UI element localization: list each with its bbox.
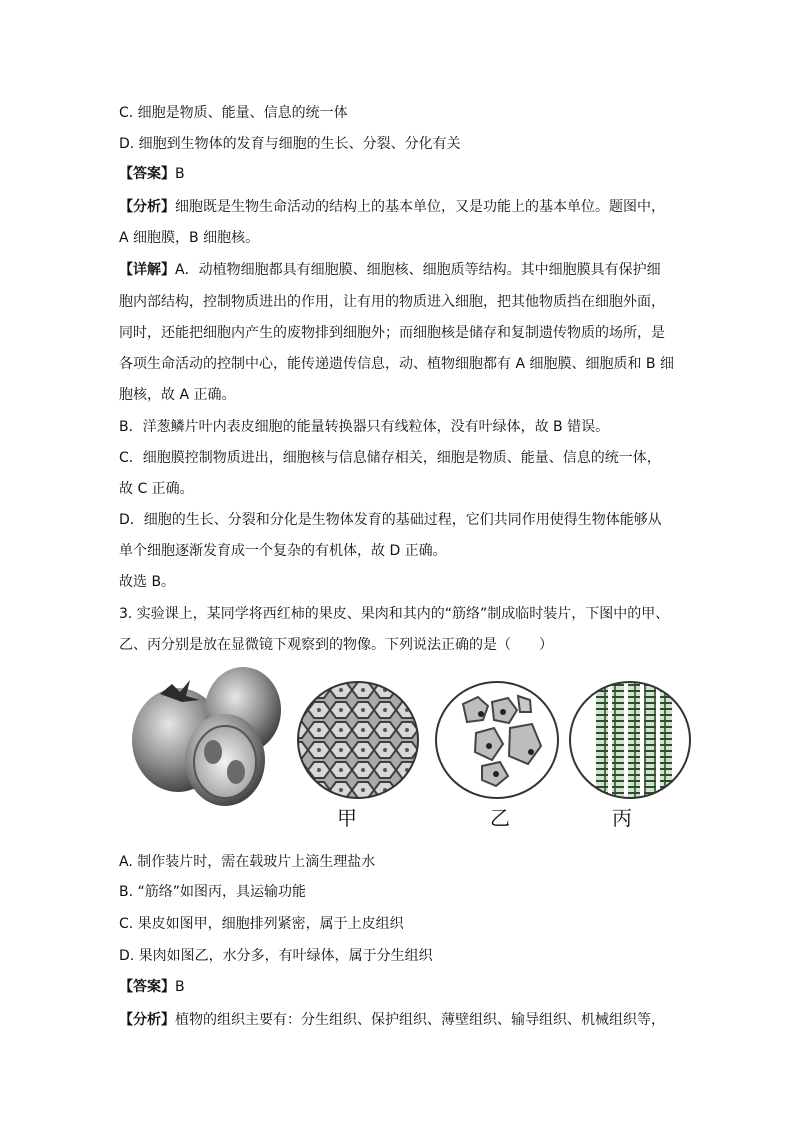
vessel-strand-4 xyxy=(644,680,656,800)
pulp-nucleus-3 xyxy=(486,743,492,749)
answer-1-value: B xyxy=(175,166,185,182)
pulp-cell-5 xyxy=(482,762,508,786)
question-3-line-1: 3. 实验课上，某同学将西红柿的果皮、果肉和其内的“筋络”制成临时装片，下图中的甲、 xyxy=(119,606,670,622)
pulp-nucleus-1 xyxy=(478,711,484,717)
tomato-cut-face xyxy=(194,726,256,798)
question-3-option-a: A. 制作装片时，需在载玻片上滴生理盐水 xyxy=(119,854,376,870)
answer-2-value: B xyxy=(175,979,185,995)
analysis-2-text-1: 植物的组织主要有：分生组织、保护组织、薄壁组织、输导组织、机械组织等， xyxy=(175,1012,665,1028)
tomato-stem xyxy=(160,680,200,702)
question-3-option-d: D. 果肉如图乙，水分多，有叶绿体，属于分生组织 xyxy=(119,948,433,964)
detail-d-1: D．细胞的生长、分裂和分化是生物体发育的基础过程，它们共同作用使得生物体能够从 xyxy=(119,512,662,528)
analysis-1-tag: 【分析】 xyxy=(119,199,175,215)
answer-1 xyxy=(119,164,185,184)
analysis-2-line-1 xyxy=(119,1010,665,1030)
analysis-1-line-2: A 细胞膜，B 细胞核。 xyxy=(119,230,260,246)
figure-label-jia: 甲 xyxy=(337,806,357,830)
conclusion: 故选 B。 xyxy=(119,574,176,590)
detail-c-1: C．细胞膜控制物质进出，细胞核与信息储存相关，细胞是物质、能量、信息的统一体， xyxy=(119,450,661,466)
tomato-seed-chamber-1 xyxy=(204,740,222,764)
pulp-cell-2 xyxy=(492,698,517,723)
pulp-cell-6 xyxy=(518,696,531,712)
question-3-option-c: C. 果皮如图甲，细胞排列紧密，属于上皮组织 xyxy=(119,916,404,932)
detail-line-5: 胞核，故 A 正确。 xyxy=(119,387,236,403)
vessel-strand-1 xyxy=(596,680,608,800)
option-d-prev: D. 细胞到生物体的发育与细胞的生长、分裂、分化有关 xyxy=(119,136,461,152)
vessel-strand-2 xyxy=(612,680,624,800)
detail-line-3: 同时，还能把细胞内产生的废物排到细胞外；而细胞核是储存和复制遗传物质的场所，是 xyxy=(119,325,665,341)
tomato-right xyxy=(205,667,281,753)
detail-b: B．洋葱鳞片叶内表皮细胞的能量转换器只有线粒体，没有叶绿体，故 B 错误。 xyxy=(119,419,610,435)
tomato-cut-half xyxy=(185,714,265,806)
detail-line-2: 胞内部结构，控制物质进出的作用，让有用的物质进入细胞，把其他物质挡在细胞外面， xyxy=(119,294,665,310)
vessel-strand-5 xyxy=(660,680,672,800)
detail-line-1 xyxy=(119,260,661,280)
pulp-nucleus-4 xyxy=(528,749,534,755)
pulp-nucleus-5 xyxy=(493,771,499,777)
answer-1-tag: 【答案】 xyxy=(119,166,175,182)
micrograph-jia xyxy=(298,682,418,798)
answer-2 xyxy=(119,977,185,997)
analysis-1-text-1: 细胞既是生物生命活动的结构上的基本单位，又是功能上的基本单位。题图中， xyxy=(175,199,665,215)
figure-label-bing: 丙 xyxy=(612,806,632,830)
pulp-nucleus-2 xyxy=(500,709,506,715)
micrograph-bing xyxy=(570,680,690,800)
pulp-cell-1 xyxy=(463,697,488,722)
detail-tag: 【详解】 xyxy=(119,262,175,278)
pulp-cell-4 xyxy=(509,724,541,764)
option-c-prev: C. 细胞是物质、能量、信息的统一体 xyxy=(119,105,348,121)
vessel-strand-3 xyxy=(628,680,640,800)
figure-label-yi: 乙 xyxy=(490,806,510,830)
analysis-2-tag: 【分析】 xyxy=(119,1012,175,1028)
detail-line-4: 各项生命活动的控制中心，能传递遗传信息，动、植物细胞都有 A 细胞膜、细胞质和 B 细 xyxy=(119,356,674,372)
tomato-seed-chamber-2 xyxy=(227,760,245,784)
micrograph-yi xyxy=(436,682,558,798)
question-3-line-2: 乙、丙分别是放在显微镜下观察到的物像。下列说法正确的是（ ） xyxy=(119,637,553,653)
analysis-1-line-1 xyxy=(119,197,665,217)
pulp-cell-3 xyxy=(475,728,503,760)
question-3-option-b: B. “筋络”如图丙，具运输功能 xyxy=(119,884,307,900)
tomato-photo xyxy=(132,667,281,806)
detail-d-2: 单个细胞逐渐发育成一个复杂的有机体，故 D 正确。 xyxy=(119,543,447,559)
tomato-left xyxy=(132,688,224,792)
detail-c-2: 故 C 正确。 xyxy=(119,481,194,497)
detail-text-1: A．动植物细胞都具有细胞膜、细胞核、细胞质等结构。其中细胞膜具有保护细 xyxy=(175,262,661,278)
answer-2-tag: 【答案】 xyxy=(119,979,175,995)
